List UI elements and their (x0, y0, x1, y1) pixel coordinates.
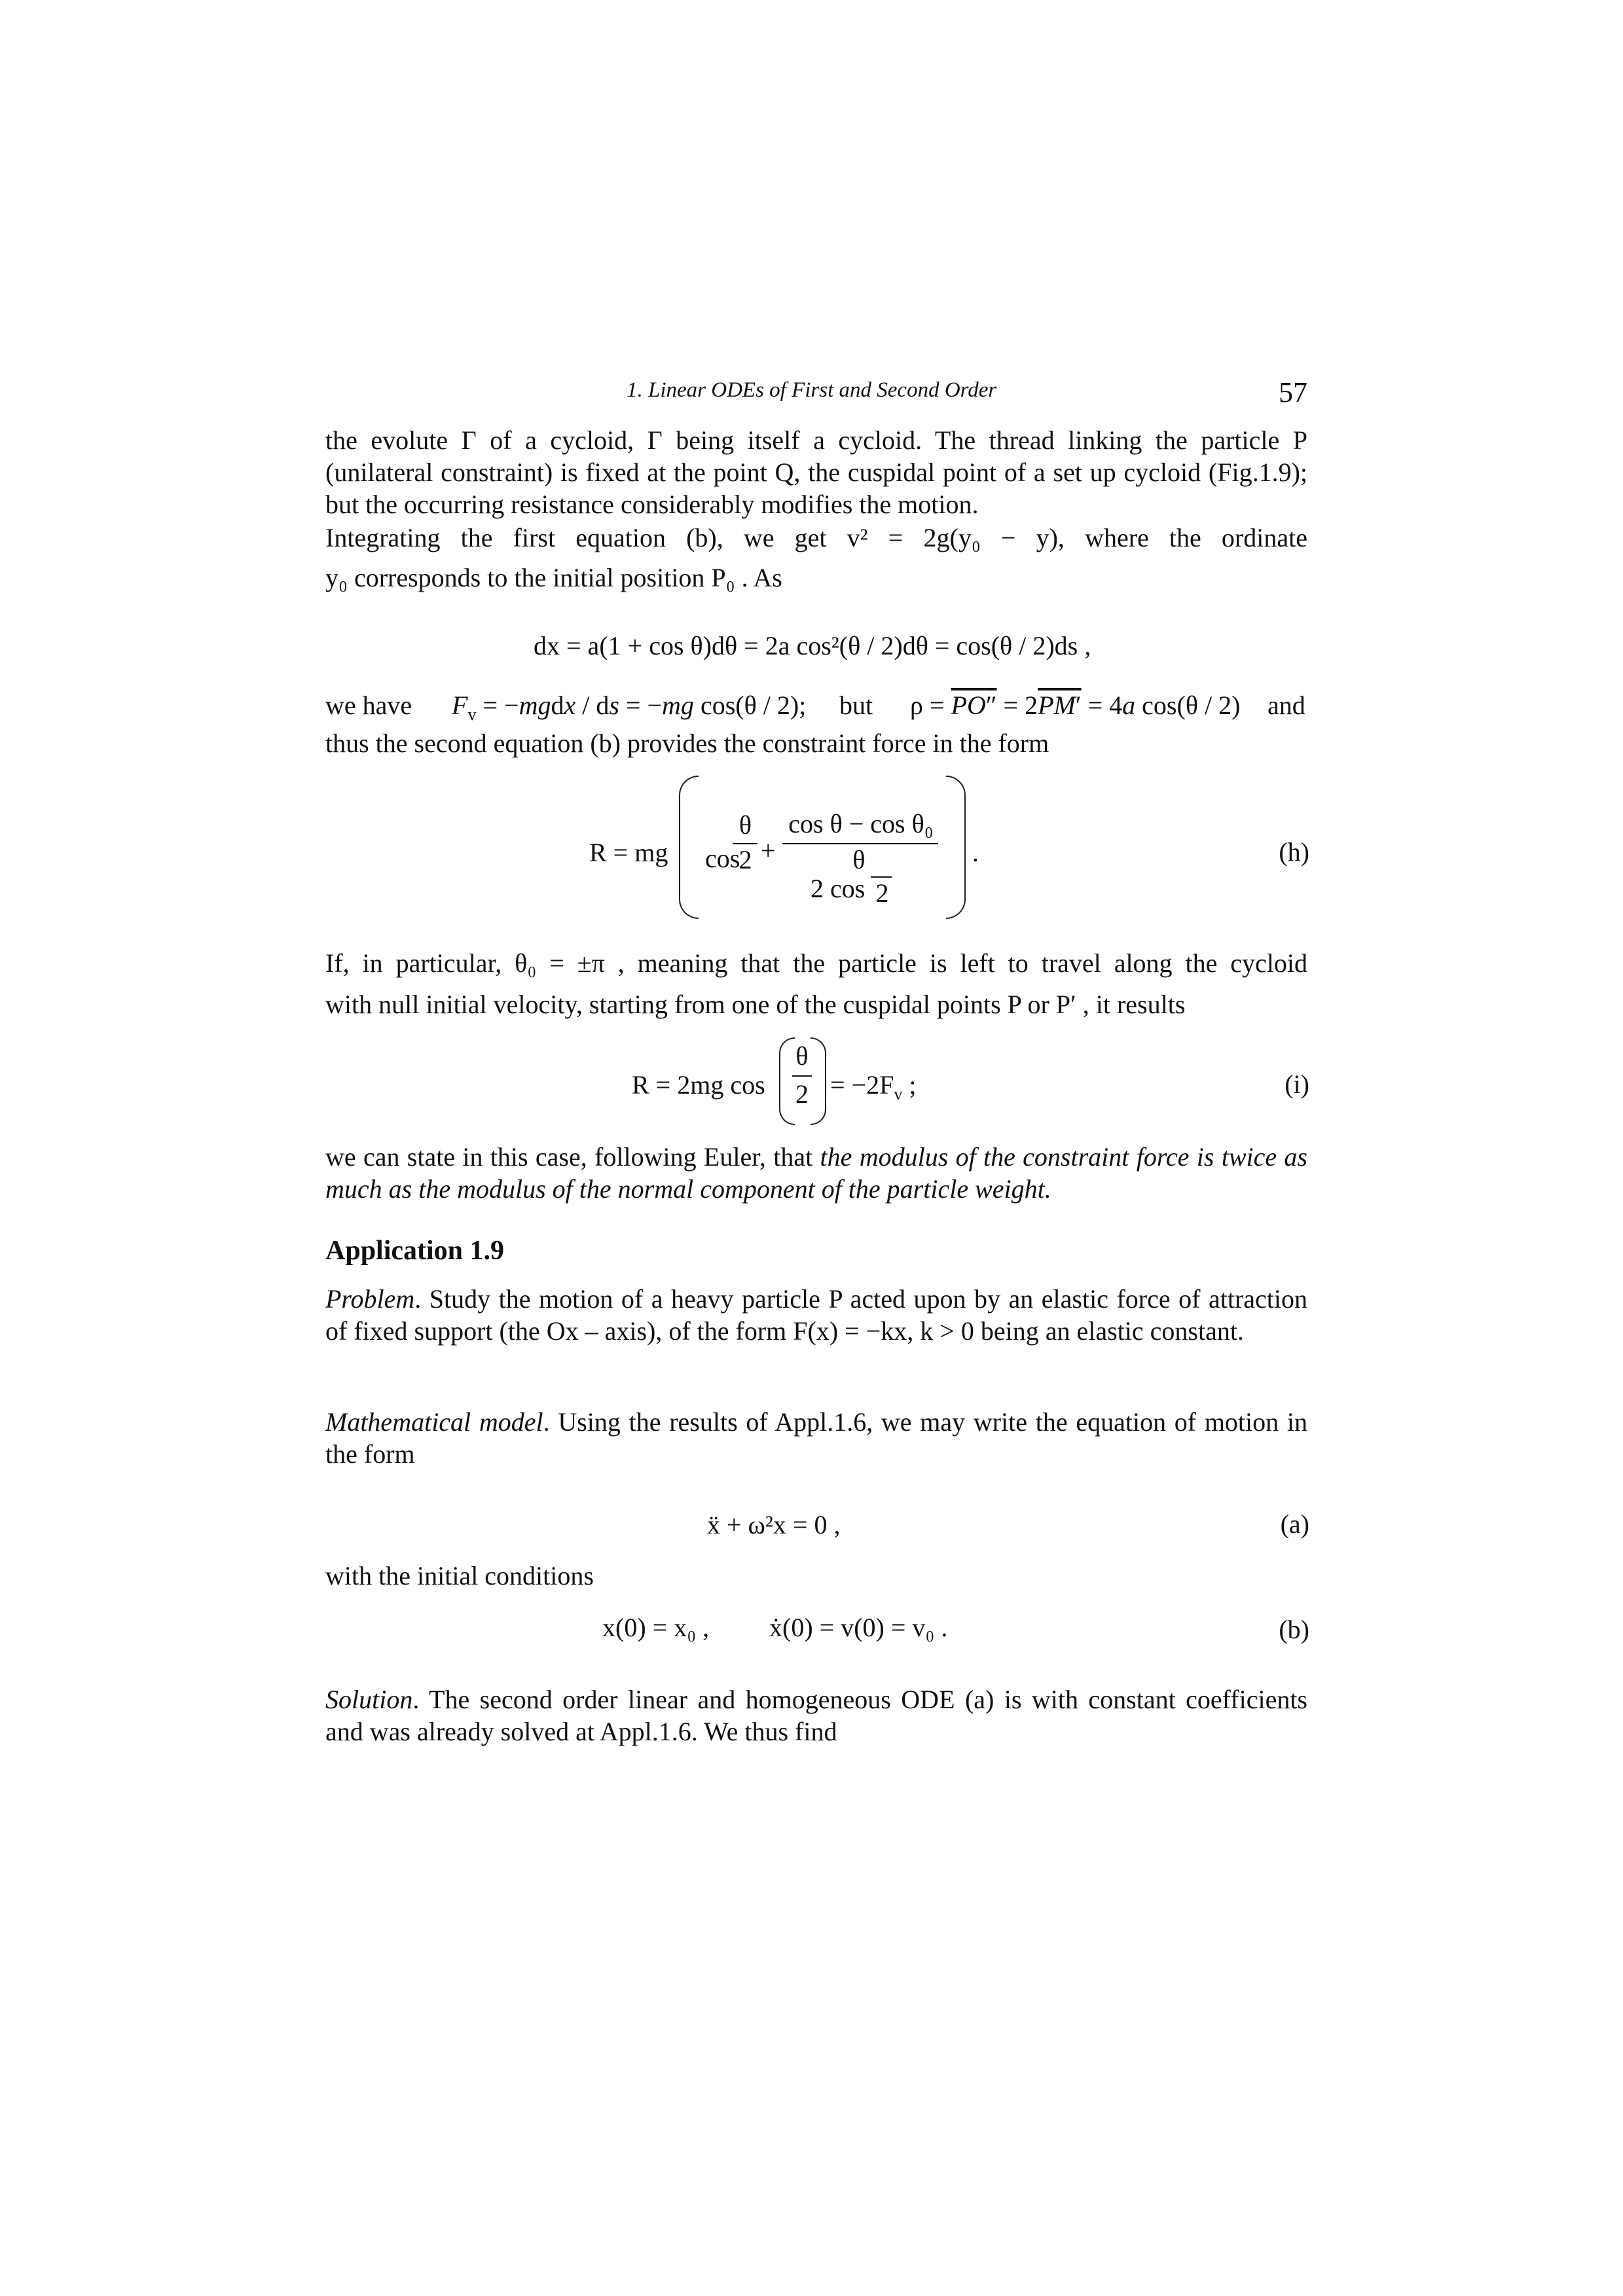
eq-h-right-paren (946, 776, 966, 919)
eq-h-theta: θ (739, 810, 752, 840)
eq-b-tag: (b) (1279, 1615, 1309, 1644)
eq-h-den-theta: θ (852, 845, 866, 874)
eq-i-bar (792, 1075, 812, 1077)
eq-i-theta: θ (795, 1041, 809, 1071)
paragraph-evolute: the evolute Γ of a cycloid, Γ being itself a cycloid. The thread linking the particle P (unilateral constraint) is fixed at the point Q, the cuspidal point of a set up cycloid (Fig.1.9); but the occurring resistance considerably modifies the motion. (325, 425, 1307, 519)
eq-h-cos: cos (705, 844, 740, 873)
eq-h-tag: (h) (1279, 837, 1309, 867)
eq-h-den-cos: 2 cos (811, 874, 866, 903)
eq-h-dot: . (972, 838, 979, 867)
equation-a: ẍ + ω²x = 0 , (707, 1510, 841, 1539)
eq-h-numerator: cos θ − cos θ₀ (788, 809, 934, 838)
paragraph-integrating-line1: Integrating the first equation (b), we get v² = 2g(y₀ − y), where the ordinate (325, 523, 1307, 552)
text-and: and (1267, 691, 1305, 720)
paragraph-model: Mathematical model. Using the results of Appl.1.6, we may write the equation of motion in the form (325, 1407, 1307, 1469)
paragraph-euler: we can state in this case, following Euler, that the modulus of the constraint force is twice as much as the modulus of the normal component of the particle weight. (325, 1142, 1307, 1204)
paragraph-particular-line1: If, in particular, θ₀ = ±π , meaning that the particle is left to travel along the cycloid (325, 948, 1307, 978)
eq-i-two: 2 (795, 1079, 809, 1109)
equation-rho: ρ = PO″ = 2PM′ = 4a cos(θ / 2) (910, 691, 1241, 720)
eq-h-den-two: 2 (875, 878, 889, 908)
equation-b-right: ẋ(0) = v(0) = v₀ . (769, 1613, 948, 1642)
equation-dx: dx = a(1 + cos θ)dθ = 2a cos²(θ / 2)dθ = cos(θ / 2)ds , (534, 631, 1091, 660)
page-number: 57 (1279, 376, 1307, 408)
text-initial-conditions: with the initial conditions (325, 1561, 594, 1590)
chapter-title: 1. Linear ODEs of First and Second Order (627, 378, 997, 402)
eq-h-two: 2 (739, 845, 752, 874)
eq-h-left-paren (679, 776, 699, 919)
paragraph-particular-line2: with null initial velocity, starting from one of the cuspidal points P or P′ , it results (325, 990, 1186, 1019)
section-heading: Application 1.9 (325, 1236, 505, 1266)
eq-h-plus: + (761, 836, 776, 865)
paragraph-solution: Solution. The second order linear and homogeneous ODE (a) is with constant coefficients and was already solved at Appl.1.6. We thus find (325, 1685, 1307, 1746)
eq-a-tag: (a) (1280, 1509, 1309, 1539)
running-header (325, 378, 1307, 418)
paragraph-problem: Problem. Study the motion of a heavy particle P acted upon by an elastic force of attraction of fixed support (the Ox – axis), of the form F(x) = −kx, k > 0 being an elastic constant. (325, 1284, 1307, 1346)
eq-i-right-paren (811, 1037, 826, 1125)
equation-fv: $F_v$ = −mgdx / ds = −mg cos(θ / 2); (452, 691, 807, 724)
paragraph-integrating-line2: y₀ corresponds to the initial position P₀ . As (325, 563, 782, 592)
paragraph-constraint-form: thus the second equation (b) provides the constraint force in the form (325, 728, 1049, 758)
fv-expression: = −mgdx / ds = −mg cos(θ / 2); (483, 691, 807, 720)
eq-h-lhs: R = mg (589, 838, 668, 867)
eq-i-tag: (i) (1285, 1069, 1309, 1099)
text-we-have: we have (325, 691, 412, 720)
eq-i-rhs: = $-2F_v$ ; (830, 1070, 917, 1103)
text-but: but (839, 691, 873, 720)
equation-b-left: x(0) = x₀ , (602, 1613, 710, 1642)
eq-i-lhs: R = 2mg cos (632, 1070, 765, 1100)
